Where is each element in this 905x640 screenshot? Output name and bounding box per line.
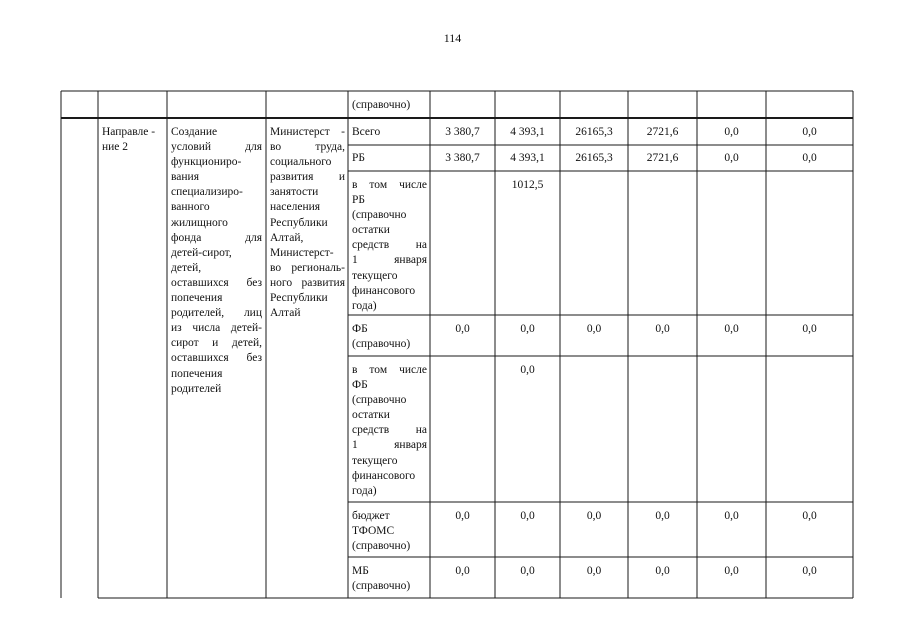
source-label: в том числе РБ (справочно остатки средств на 1 января текущего финансового года) [352,179,427,312]
value-cell: 0,0 [802,126,817,138]
value-cell: 4 393,1 [510,126,545,138]
value-cell: 0,0 [655,323,670,335]
value-cell: 26165,3 [575,126,613,138]
source-label: Всего [352,126,381,138]
value-cell: 0,0 [520,323,535,335]
value-cell: 0,0 [586,565,602,577]
value-cell: 0,0 [655,565,670,577]
value-cell: 0,0 [802,510,817,522]
value-cell: 0,0 [724,152,739,164]
value-cell: 2721,6 [646,126,679,138]
value-cell: 0,0 [724,565,739,577]
value-cell: 0,0 [802,565,817,577]
value-cell: 0,0 [724,126,739,138]
measure-name-cell: Создание условий для функциониро- вания специализиро- ванного жилищного фонда для детей-сирот, детей, оставшихся без попечения родителей, лиц из числа детей- сирот и детей, оставшихся без попечения родителей [171,126,262,395]
value-cell: 4 393,1 [510,152,545,164]
value-cell: 3 380,7 [445,126,480,138]
value-cell: 0,0 [520,565,535,577]
value-cell: 3 380,7 [445,152,480,164]
value-cell: 0,0 [802,323,817,335]
value-cell: 26165,3 [575,152,613,164]
top-row-source-label: (справочно) [352,99,411,111]
page-number: 114 [443,31,462,45]
value-cell: 0,0 [455,323,470,335]
value-cell: 0,0 [586,323,602,335]
executor-cell: Министерст - во труда, социального развития и занятости населения Республики Алтай, Министерст- во региональ- ного развития Республики Алтай [270,126,345,320]
source-label: бюджет ТФОМС (справочно) [352,510,411,553]
source-label: РБ [352,152,365,164]
value-cell: 0,0 [520,510,535,522]
value-cell: 1012,5 [511,179,544,191]
direction-cell: Направле - ние 2 [102,126,156,154]
source-label: в том числе ФБ (справочно остатки средств на 1 января текущего финансового года) [352,364,427,497]
value-cell: 0,0 [455,510,470,522]
value-cell: 0,0 [802,152,817,164]
value-cell: 0,0 [455,565,470,577]
source-label: ФБ (справочно) [352,323,411,351]
value-cell: 0,0 [520,364,535,376]
value-cell: 0,0 [655,510,670,522]
value-cell: 0,0 [586,510,602,522]
value-cell: 2721,6 [646,152,679,164]
value-cell: 0,0 [724,323,739,335]
value-cell: 0,0 [724,510,739,522]
source-label: МБ (справочно) [352,565,411,593]
